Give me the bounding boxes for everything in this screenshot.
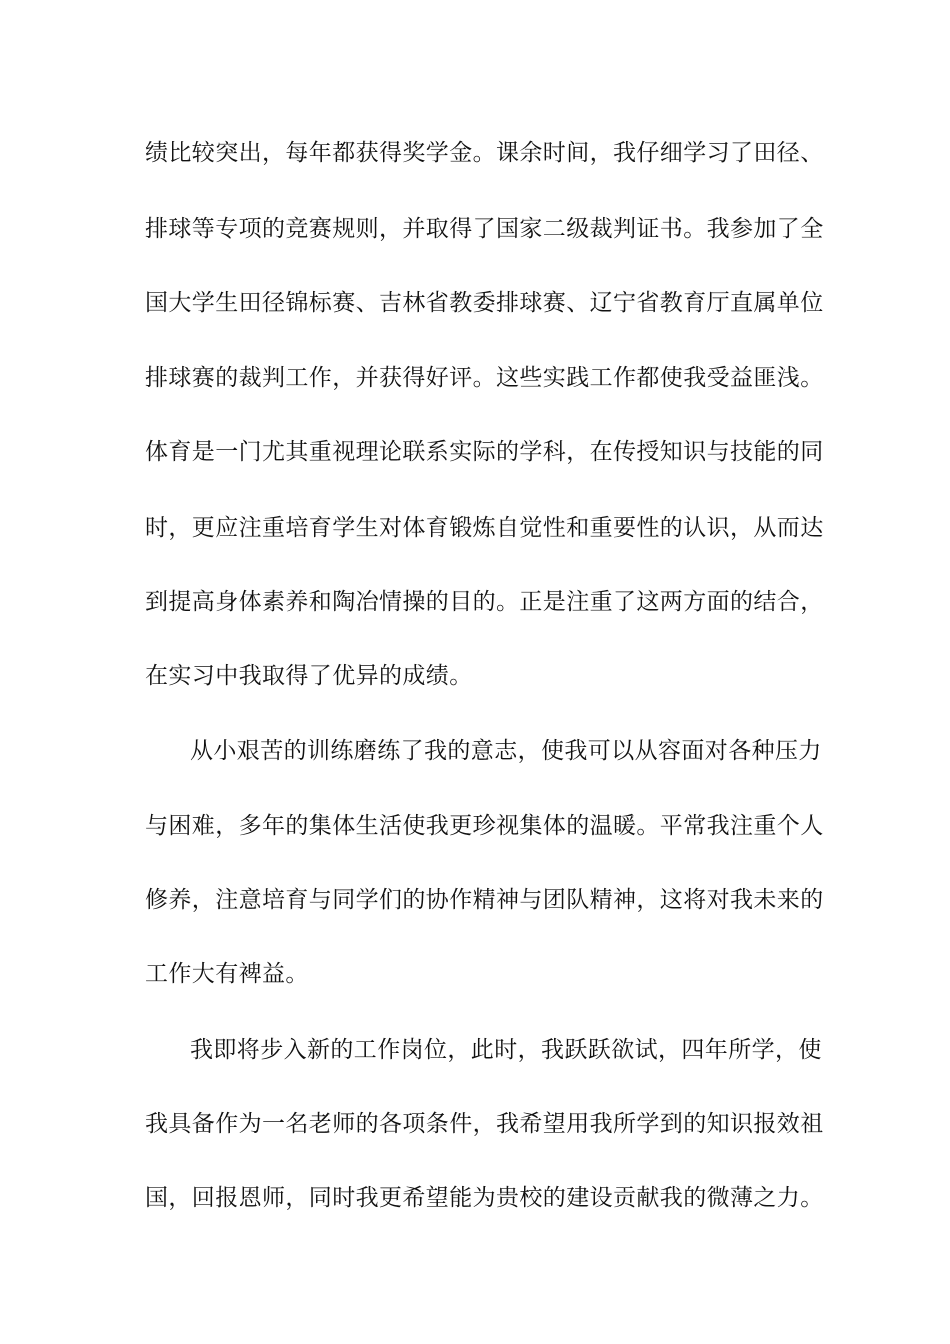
paragraph-line: 我具备作为一名老师的各项条件，我希望用我所学到的知识报效祖	[145, 1111, 824, 1137]
paragraph-line: 工作大有裨益。	[145, 961, 309, 987]
paragraph-line: 在实习中我取得了优异的成绩。	[145, 663, 473, 689]
paragraph-first-line: 从小艰苦的训练磨练了我的意志，使我可以从容面对各种压力	[190, 738, 822, 764]
paragraph-line: 到提高身体素养和陶冶情操的目的。正是注重了这两方面的结合，	[145, 589, 824, 615]
paragraph-line: 国大学生田径锦标赛、吉林省教委排球赛、辽宁省教育厅直属单位	[145, 290, 824, 316]
paragraph-first-line: 我即将步入新的工作岗位，此时，我跃跃欲试，四年所学，使	[190, 1037, 822, 1063]
paragraph-line: 与困难，多年的集体生活使我更珍视集体的温暖。平常我注重个人	[145, 813, 824, 839]
paragraph-line: 修养，注意培育与同学们的协作精神与团队精神，这将对我未来的	[145, 887, 824, 913]
paragraph-line: 排球赛的裁判工作，并获得好评。这些实践工作都使我受益匪浅。	[145, 365, 824, 391]
paragraph-line: 排球等专项的竞赛规则，并取得了国家二级裁判证书。我参加了全	[145, 216, 824, 242]
paragraph-line: 国，回报恩师，同时我更希望能为贵校的建设贡献我的微薄之力。	[145, 1185, 824, 1211]
paragraph-line: 时，更应注重培育学生对体育锻炼自觉性和重要性的认识，从而达	[145, 515, 824, 541]
paragraph-line: 体育是一门尤其重视理论联系实际的学科，在传授知识与技能的同	[145, 439, 824, 465]
paragraph-line: 绩比较突出，每年都获得奖学金。课余时间，我仔细学习了田径、	[145, 140, 824, 166]
